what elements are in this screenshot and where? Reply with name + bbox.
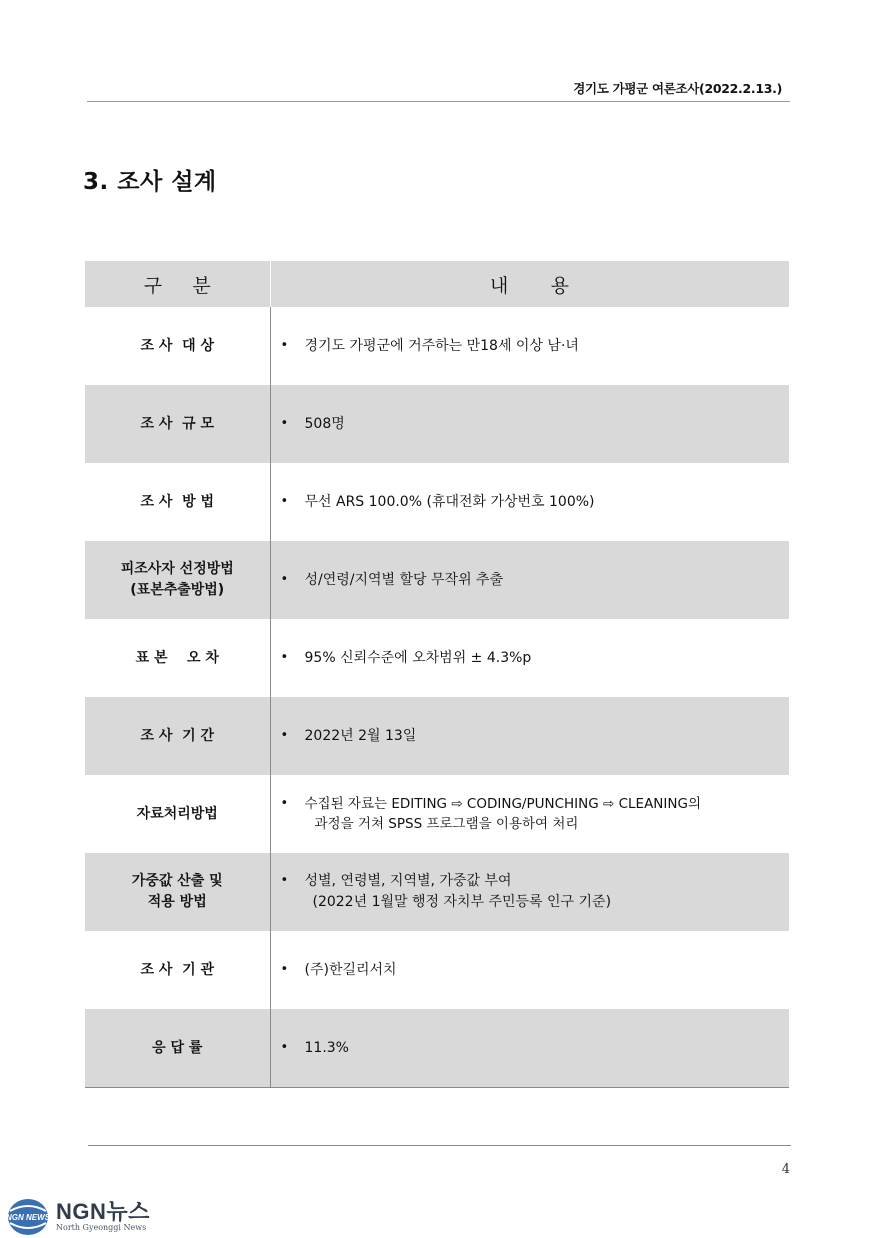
- bullet-icon: •: [280, 795, 289, 811]
- table-header-row: [85, 261, 789, 307]
- svg-text:NGN NEWS: NGN NEWS: [6, 1213, 50, 1222]
- document-header-title: 경기도 가평군 여론조사(2022.2.13.): [573, 81, 782, 96]
- ngn-emblem-icon: [6, 1197, 50, 1237]
- table-row: [85, 697, 789, 775]
- bullet-icon: •: [280, 493, 289, 509]
- bullet-icon: •: [280, 415, 289, 431]
- table-row: [85, 619, 789, 697]
- table-row: [85, 931, 789, 1009]
- bullet-icon: •: [280, 649, 289, 665]
- row-content: • 경기도 가평군에 거주하는 만18세 이상 남·녀: [280, 337, 579, 354]
- row-label: 피조사자 선정방법 (표본추출방법): [85, 541, 270, 619]
- table-row: [85, 541, 789, 619]
- row-content: • 성/연령/지역별 할당 무작위 추출: [270, 541, 789, 619]
- table-row: [85, 307, 789, 385]
- table-row: [85, 853, 789, 931]
- header-divider: [87, 101, 790, 102]
- row-label: 자료처리방법: [85, 775, 270, 853]
- row-label: 조 사 기 관: [85, 931, 270, 1009]
- logo-subtitle: North Gyeonggi News: [56, 1223, 147, 1232]
- table-row: [85, 1009, 789, 1088]
- row-content: • (주)한길리서치: [280, 961, 397, 978]
- table-row: [85, 385, 789, 463]
- bullet-icon: •: [280, 961, 289, 977]
- row-label: 응 답 률: [85, 1009, 270, 1088]
- row-content: • 수집된 자료는 EDITING ⇨ CODING/PUNCHING ⇨ CLEANING의 과정을 거쳐 SPSS 프로그램을 이용하여 처리: [280, 795, 701, 832]
- survey-design-table: [85, 261, 790, 1088]
- row-content: • 무선 ARS 100.0% (휴대전화 가상번호 100%): [280, 493, 595, 510]
- row-label: 조 사 방 법: [85, 463, 270, 541]
- logo-wordmark: NGN뉴스: [56, 1199, 150, 1224]
- row-label: 가중값 산출 및 적용 방법: [85, 853, 270, 931]
- footer-divider: [88, 1145, 791, 1146]
- bullet-icon: •: [280, 337, 289, 353]
- header-content: 내 용: [270, 261, 789, 307]
- bullet-icon: •: [280, 873, 289, 888]
- row-content: • 11.3%: [270, 1009, 789, 1088]
- table-row: [85, 775, 789, 853]
- row-content: • 2022년 2월 13일: [270, 697, 789, 775]
- row-content: • 508명: [270, 385, 789, 463]
- bullet-icon: •: [280, 571, 289, 587]
- bullet-icon: •: [280, 1039, 289, 1055]
- row-label: 조 사 규 모: [85, 385, 270, 463]
- row-label: 표 본 오 차: [85, 619, 270, 697]
- row-content: • 성별, 연령별, 지역별, 가중값 부여 (2022년 1월말 행정 자치부 주민등록 인구 기준): [270, 853, 789, 931]
- section-title: 3. 조사 설계: [83, 169, 217, 195]
- table-row: [85, 463, 789, 541]
- header-category: 구 분: [85, 261, 270, 307]
- row-label: 조 사 대 상: [85, 307, 270, 385]
- row-label: 조 사 기 간: [85, 697, 270, 775]
- page-number: 4: [781, 1162, 790, 1177]
- ngn-news-logo: [6, 1197, 150, 1237]
- bullet-icon: •: [280, 727, 289, 743]
- row-content: • 95% 신뢰수준에 오차범위 ± 4.3%p: [280, 649, 532, 666]
